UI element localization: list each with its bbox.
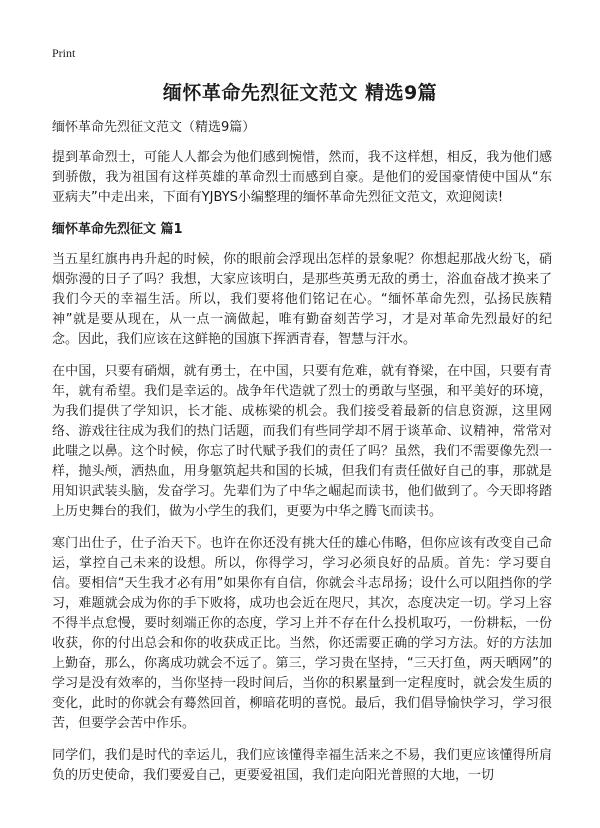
body-paragraph-2: 在中国，只要有硝烟，就有勇士，在中国，只要有危难，就有脊梁，在中国，只要有青年，就有希望。我们是幸运的。战争年代造就了烈士的勇敢与坚强，和平美好的环境，为我们提供了学知识，长才能、成栋梁的机会。我们接受着最新的信息资源，这里网络、游戏往往成为我们的热门话题，而我们有些同学却不屑于谈革命、议精神，常常对此嗤之以鼻。这个时候，你忘了时代赋予我们的责任了吗？虽然，我们不需要像先烈一样，抛头颅，洒热血，用身躯筑起共和国的长城，但我们有责任做好自己的事，那就是用知识武装头脑，发奋学习。先辈们为了中华之崛起而读书，他们做到了。今天即将踏上历史舞台的我们，做为小学生的我们，更要为中华之腾飞而读书。 xyxy=(52,364,552,519)
document-title: 缅怀革命先烈征文范文 精选9篇 xyxy=(162,82,438,104)
document-subtitle: 缅怀革命先烈征文范文（精选9篇） xyxy=(52,120,256,135)
body-paragraph-4: 同学们，我们是时代的幸运儿，我们应该懂得幸福生活来之不易，我们更应该懂得所肩负的历史使命，我们要爱自己，更要爱祖国，我们走向阳光普照的大地，一切 xyxy=(52,748,552,783)
section-heading: 缅怀革命先烈征文 篇1 xyxy=(52,222,183,237)
body-paragraph-1: 当五星红旗冉冉升起的时候，你的眼前会浮现出怎样的景象呢？你想起那战火纷飞，硝烟弥漫的日子了吗？我想，大家应该明白，是那些英勇无敌的勇士，浴血奋战才换来了我们今天的幸福生活。所以，我们要将他们铭记在心。“缅怀革命先烈，弘扬民族精神”就是要从现在，从一点一滴做起，唯有勤奋刻苦学习，才是对革命先烈最好的纪念。因此，我们应该在这鲜艳的国旗下挥洒青春，智慧与汗水。 xyxy=(52,252,552,347)
body-paragraph-3: 寒门出仕子，仕子治天下。也许在你还没有挑大任的雄心伟略，但你应该有改变自己命运，掌控自己未来的设想。所以，你得学习，学习必须良好的品质。首先：学习要自信。要相信“天生我才必有用”如果你有自信，你就会斗志昂扬；设什么可以阻挡你的学习，难题就会成为你的手下败将，成功也会近在咫尺，其次，态度决定一切。学习上容不得半点怠慢，要时刻端正你的态度，学习上并不存在什么投机取巧，一份耕耘，一份收获，你的付出总会和你的收获成正比。当然，你还需要正确的学习方法。好的方法加上勤奋，那么，你离成功就会不远了。第三，学习贵在坚持，“三天打鱼，两天晒网”的学习是没有效率的，当你坚持一段时间后，当你的积累量到一定程度时，就会发生质的变化，此时的你就会有蓦然回首，柳暗花明的喜悦。最后，我们倡导愉快学习，学习很苦，但要学会苦中作乐。 xyxy=(52,536,552,731)
print-label[interactable]: Print xyxy=(52,46,76,60)
intro-paragraph: 提到革命烈士，可能人人都会为他们感到惋惜，然而，我不这样想，相反，我为他们感到骄傲，我为祖国有这样英雄的革命烈士而感到自豪。是他们的爱国豪情使中国从“东亚病夫”中走出来，下面有YJBYS小编整理的缅怀革命先烈征文范文，欢迎阅读! xyxy=(52,150,552,205)
document-body xyxy=(52,118,552,798)
